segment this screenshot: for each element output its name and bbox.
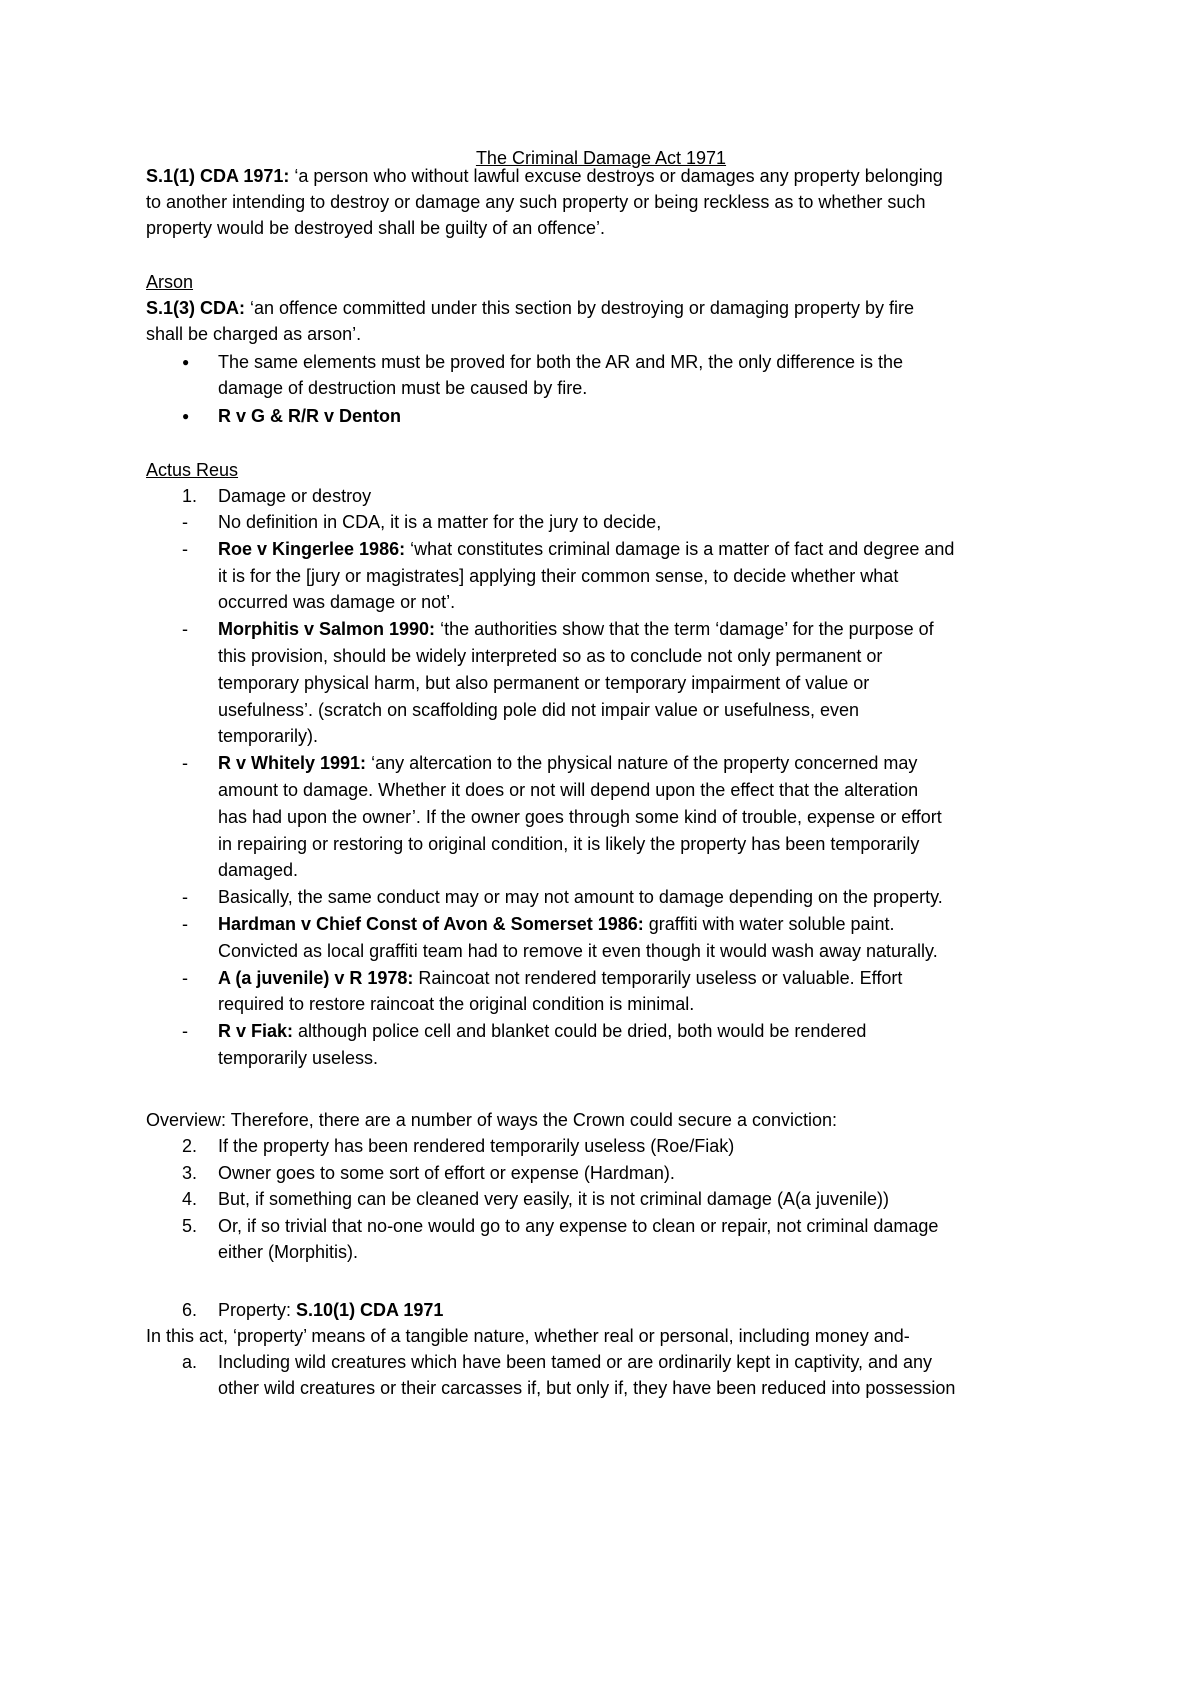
property-intro: In this act, ‘property’ means of a tangible nature, whether real or personal, including money and- bbox=[146, 1326, 910, 1346]
dash-item-text: required to restore raincoat the original condition is minimal. bbox=[218, 994, 695, 1015]
dash-item-8-line-1 bbox=[218, 1019, 866, 1043]
dash-item-text: has had upon the owner’. If the owner goes through some kind of trouble, expense or effort bbox=[218, 806, 942, 827]
overview-item-4-line-2: either (Morphitis). bbox=[218, 1242, 359, 1262]
dash-item-text: temporarily useless. bbox=[218, 1048, 379, 1068]
dash-item-3-line-3 bbox=[218, 671, 869, 695]
statute-ref: S.1(1) CDA 1971: bbox=[146, 166, 290, 186]
list-number: 2. bbox=[182, 1136, 198, 1156]
dash-item-2-line-3 bbox=[218, 590, 455, 614]
case-name: Morphitis v Salmon 1990: bbox=[218, 619, 436, 640]
bullet-icon: ● bbox=[182, 355, 190, 369]
dash-marker: - bbox=[182, 1021, 188, 1042]
intro-line-1 bbox=[146, 164, 943, 188]
list-number: 3. bbox=[182, 1162, 198, 1183]
list-number: 6. bbox=[182, 1300, 198, 1320]
dash-marker: - bbox=[182, 512, 188, 532]
dash-item-5-line-1 bbox=[218, 885, 943, 909]
arson-line-2: shall be charged as arson’. bbox=[146, 324, 362, 344]
case-name: R v Whitely 1991: bbox=[218, 753, 367, 774]
arson-text: ‘an offence committed under this section by destroying or damaging property by fire bbox=[245, 298, 915, 318]
dash-marker: - bbox=[182, 538, 188, 559]
dash-item-text: ‘the authorities show that the term ‘damage’ for the purpose of bbox=[435, 619, 934, 640]
overview-item-4-line-1: Or, if so trivial that no-one would go to any expense to clean or repair, not criminal damage bbox=[218, 1215, 939, 1236]
dash-item-text: temporarily). bbox=[218, 726, 319, 747]
actus-reus-heading: Actus Reus bbox=[146, 460, 239, 480]
overview-item-2-line-1: Owner goes to some sort of effort or expense (Hardman). bbox=[218, 1162, 675, 1183]
dash-item-4-line-5 bbox=[218, 858, 298, 882]
property-label: Property: bbox=[218, 1300, 297, 1320]
dash-marker: - bbox=[182, 619, 188, 640]
dash-marker: - bbox=[182, 753, 188, 774]
dash-item-text: ‘what constitutes criminal damage is a matter of fact and degree and bbox=[405, 538, 955, 559]
dash-marker: - bbox=[182, 914, 188, 934]
list-number: 4. bbox=[182, 1189, 198, 1209]
dash-item-text: in repairing or restoring to original condition, it is likely the property has been temporarily bbox=[218, 833, 920, 854]
dash-item-4-line-4 bbox=[218, 832, 919, 856]
dash-item-text: amount to damage. Whether it does or not will depend upon the effect that the alteration bbox=[218, 780, 919, 800]
list-number: 1. bbox=[182, 486, 198, 506]
dash-item-3-line-5 bbox=[218, 724, 318, 748]
dash-item-text: graffiti with water soluble paint. bbox=[643, 914, 895, 934]
dash-marker: - bbox=[182, 967, 188, 988]
intro-line-2: to another intending to destroy or damage any such property or being reckless as to whether such bbox=[146, 192, 926, 212]
overview-intro: Overview: Therefore, there are a number of ways the Crown could secure a conviction: bbox=[146, 1110, 837, 1130]
dash-item-1-line-1 bbox=[218, 510, 661, 534]
actus-reus-item-1: Damage or destroy bbox=[218, 486, 372, 506]
dash-item-7-line-2 bbox=[218, 992, 694, 1016]
arson-heading: Arson bbox=[146, 272, 194, 292]
intro-line-3: property would be destroyed shall be guilty of an offence’. bbox=[146, 218, 605, 238]
dash-marker: - bbox=[182, 887, 188, 908]
dash-item-6-line-2 bbox=[218, 939, 938, 963]
case-name: R v Fiak: bbox=[218, 1021, 294, 1042]
dash-item-text: temporary physical harm, but also permanent or temporary impairment of value or bbox=[218, 672, 870, 693]
arson-line-1 bbox=[146, 296, 914, 320]
overview-item-1-line-1: If the property has been rendered temporarily useless (Roe/Fiak) bbox=[218, 1136, 735, 1156]
dash-item-text: Raincoat not rendered temporarily useless or valuable. Effort bbox=[413, 967, 903, 988]
case-name: Roe v Kingerlee 1986: bbox=[218, 538, 406, 559]
bullet-icon: ● bbox=[182, 409, 190, 423]
dash-item-text: although police cell and blanket could be dried, both would be rendered bbox=[293, 1021, 867, 1042]
dash-item-text: usefulness’. (scratch on scaffolding pole did not impair value or usefulness, even bbox=[218, 699, 860, 720]
intro-text: ‘a person who without lawful excuse destroys or damages any property belonging bbox=[289, 166, 943, 186]
arson-bullet-2: R v G & R/R v Denton bbox=[218, 406, 402, 426]
arson-bullet-1-line-2: damage of destruction must be caused by fire. bbox=[218, 378, 588, 398]
statute-ref: S.10(1) CDA 1971 bbox=[296, 1300, 444, 1320]
case-name: Hardman v Chief Const of Avon & Somerset 1986: bbox=[218, 914, 644, 934]
dash-item-4-line-3 bbox=[218, 805, 942, 829]
dash-item-2-line-1 bbox=[218, 537, 954, 561]
dash-item-text: Convicted as local graffiti team had to remove it even though it would wash away naturally. bbox=[218, 940, 938, 961]
property-heading bbox=[218, 1298, 443, 1322]
dash-item-text: it is for the [jury or magistrates] applying their common sense, to decide whether what bbox=[218, 565, 899, 586]
dash-item-3-line-4 bbox=[218, 698, 859, 722]
statute-ref: S.1(3) CDA: bbox=[146, 298, 246, 318]
case-name: A (a juvenile) v R 1978: bbox=[218, 967, 414, 988]
dash-item-text: ‘any altercation to the physical nature of the property concerned may bbox=[366, 753, 918, 774]
dash-item-4-line-1 bbox=[218, 751, 917, 775]
dash-item-7-line-1 bbox=[218, 966, 902, 990]
dash-item-text: No definition in CDA, it is a matter for the jury to decide, bbox=[218, 512, 662, 532]
arson-bullet-1-line-1: The same elements must be proved for both the AR and MR, the only difference is the bbox=[218, 352, 904, 372]
dash-item-3-line-2 bbox=[218, 644, 882, 668]
dash-item-4-line-2 bbox=[218, 778, 918, 802]
dash-item-8-line-2 bbox=[218, 1046, 378, 1070]
property-sub-line-1: Including wild creatures which have been tamed or are ordinarily kept in captivity, and any bbox=[218, 1352, 933, 1372]
property-sub-line-2: other wild creatures or their carcasses if, but only if, they have been reduced into possession bbox=[218, 1378, 956, 1398]
dash-item-text: occurred was damage or not’. bbox=[218, 592, 456, 613]
list-letter: a. bbox=[182, 1352, 198, 1372]
dash-item-text: Basically, the same conduct may or may not amount to damage depending on the property. bbox=[218, 887, 943, 908]
dash-item-text: damaged. bbox=[218, 860, 299, 881]
overview-item-3-line-1: But, if something can be cleaned very easily, it is not criminal damage (A(a juvenile)) bbox=[218, 1189, 889, 1209]
dash-item-3-line-1 bbox=[218, 617, 934, 641]
document-title: The Criminal Damage Act 1971 bbox=[475, 148, 727, 168]
dash-item-6-line-1 bbox=[218, 912, 895, 936]
dash-item-2-line-2 bbox=[218, 564, 898, 588]
list-number: 5. bbox=[182, 1215, 198, 1236]
dash-item-text: this provision, should be widely interpreted so as to conclude not only permanent or bbox=[218, 646, 883, 666]
